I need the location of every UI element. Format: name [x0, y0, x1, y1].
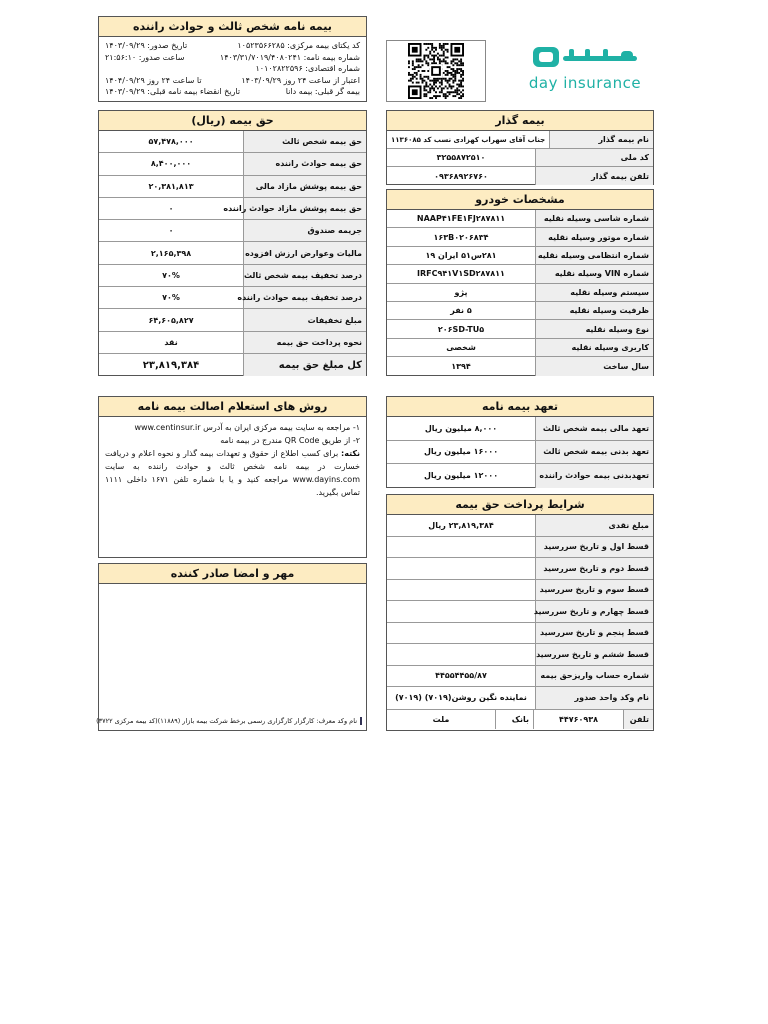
qr-code: [386, 40, 486, 102]
bank-value: ملت: [432, 714, 450, 724]
vehicle-value: شخصی: [446, 342, 476, 352]
payment-row: [387, 580, 653, 602]
company-logo: [520, 44, 650, 92]
vehicle-label: شماره انتظامی وسیله نقلیه: [535, 247, 653, 264]
premium-label: کل مبلغ حق بیمه: [243, 354, 366, 376]
premium-label: حق بیمه حوادث راننده: [243, 153, 366, 174]
payment-last-row: [387, 709, 653, 729]
payment-box: [386, 494, 654, 731]
premium-value: ۰: [168, 226, 174, 236]
policy-line: [105, 75, 360, 87]
premium-value: ۵۷,۴۷۸,۰۰۰: [148, 137, 194, 147]
payment-value: [387, 644, 535, 665]
payment-value: [387, 601, 535, 622]
vehicle-row: [387, 320, 653, 338]
policy-line-part: تا ساعت ۲۴ روز ۱۴۰۴/۰۹/۲۹: [105, 75, 202, 85]
vehicle-value: ۱۳۹۴: [451, 361, 471, 371]
premium-row: [99, 265, 366, 287]
bank-label: بانک: [495, 710, 533, 729]
vehicle-row: [387, 228, 653, 246]
payment-row: [387, 558, 653, 580]
policy-line-part: تاریخ انقضاء بیمه نامه قبلی: ۱۴۰۳/۰۹/۲۹: [105, 87, 241, 96]
premium-label: جریمه صندوق: [243, 220, 366, 241]
policy-line: [105, 52, 360, 64]
premium-value: ۸,۴۰۰,۰۰۰: [150, 159, 192, 169]
insured-value: ۰۹۳۶۸۹۲۶۷۶۰: [434, 171, 488, 181]
premium-label: مالیات وعوارض ارزش افزوده: [243, 242, 366, 263]
vehicle-label: شماره شاسی وسیله نقلیه: [535, 210, 653, 227]
premium-value: ۶۴,۶۰۵,۸۲۷: [148, 315, 194, 325]
premium-value: ۷۰%: [162, 270, 180, 280]
vehicle-box: [386, 189, 654, 376]
vehicle-label: کاربری وسیله نقلیه: [535, 339, 653, 356]
vehicle-title: مشخصات خودرو: [387, 190, 653, 210]
premium-label: حق بیمه پوشش مازاد حوادث راننده: [243, 198, 366, 219]
vehicle-label: شماره موتور وسیله نقلیه: [535, 228, 653, 245]
policy-lines: [99, 37, 366, 101]
premium-label: درصد تخفیف بیمه شخص ثالث: [243, 265, 366, 286]
vehicle-label: سال ساخت: [535, 357, 653, 375]
premium-value: ۲,۱۶۵,۳۹۸: [150, 248, 192, 258]
premium-label: نحوه پرداخت حق بیمه: [243, 332, 366, 353]
premium-box: [98, 110, 367, 376]
vehicle-row: [387, 247, 653, 265]
vehicle-row: [387, 265, 653, 283]
insured-value: ۳۲۵۵۸۷۲۵۱۰: [436, 153, 486, 162]
premium-row: [99, 176, 366, 198]
vehicle-value: IRFC۹۴۱V۱SD۲۸۷۸۱۱: [417, 269, 505, 279]
insured-label: تلفن بیمه گذار: [535, 167, 653, 185]
payment-label: قسط ششم و تاریخ سررسید: [535, 644, 653, 665]
vehicle-label: شماره VIN وسیله نقلیه: [535, 265, 653, 282]
payment-label: قسط اول و تاریخ سررسید: [535, 537, 653, 558]
commitment-row: [387, 417, 653, 441]
premium-label: حق بیمه پوشش مازاد مالی: [243, 176, 366, 197]
vehicle-row: [387, 284, 653, 302]
policy-line-part: کد یکتای بیمه مرکزی: ۱۰۵۲۳۵۶۶۲۸۵: [237, 41, 360, 50]
vehicle-value: ۱۶۳B۰۲۰۶۸۳۴: [433, 232, 489, 242]
insured-row: [387, 149, 653, 167]
policy-info-box: [98, 16, 367, 102]
premium-row: [99, 309, 366, 331]
commitment-row: [387, 441, 653, 465]
premium-value: ۰: [168, 204, 174, 214]
phone-value: ۴۴۷۶۰۹۳۸: [533, 710, 623, 729]
payment-value: نماینده نگین روشن(۷۰۱۹) (۷۰۱۹): [395, 693, 527, 703]
insured-row: [387, 167, 653, 185]
policy-line: [105, 86, 360, 98]
commitment-label: تعهد بدنی بیمه شخص ثالث: [535, 441, 653, 464]
vehicle-label: سیستم وسیله نقلیه: [535, 284, 653, 301]
policy-line: [105, 63, 360, 75]
premium-value: نقد: [164, 337, 178, 347]
payment-label: نام وکد واحد صدور: [535, 687, 653, 709]
payment-title: شرایط پرداخت حق بیمه: [387, 495, 653, 515]
logo-text: day insurance: [528, 74, 642, 92]
premium-row: [99, 287, 366, 309]
policy-title: بیمه نامه شخص ثالث و حوادث راننده: [99, 17, 366, 37]
payment-row: [387, 515, 653, 537]
vehicle-value: ۵ نفر: [450, 306, 472, 316]
vehicle-label: ظرفیت وسیله نقلیه: [535, 302, 653, 319]
policy-line-part: بیمه گر قبلی: بیمه دانا: [285, 87, 360, 96]
payment-row: [387, 601, 653, 623]
commitment-row: [387, 464, 653, 488]
policy-line-part: اعتبار از ساعت ۲۴ روز ۱۴۰۳/۰۹/۲۹: [241, 75, 360, 85]
vehicle-value: NAAP۴۱FE۱FJ۲۸۷۸۱۱: [416, 214, 506, 224]
payment-label: قسط دوم و تاریخ سررسید: [535, 558, 653, 579]
commitment-box: [386, 396, 654, 488]
insured-label: کد ملی: [535, 149, 653, 166]
commitment-value: ۸,۰۰۰ میلیون ریال: [424, 423, 498, 433]
auth-note: [105, 447, 360, 499]
vehicle-row: [387, 357, 653, 375]
premium-row: [99, 131, 366, 153]
premium-label: حق بیمه شخص ثالث: [243, 131, 366, 152]
payment-value: ۲۳,۸۱۹,۳۸۴ ریال: [428, 520, 494, 530]
premium-label: درصد تخفیف بیمه حوادث راننده: [243, 287, 366, 308]
commitment-title: تعهد بیمه نامه: [387, 397, 653, 417]
payment-row: [387, 644, 653, 666]
commitment-label: تعهدبدنی بیمه حوادث راننده: [535, 464, 653, 488]
commitment-label: تعهد مالی بیمه شخص ثالث: [535, 417, 653, 440]
payment-value: ۴۴۵۵۴۴۵۵/۸۷: [435, 671, 487, 681]
premium-row: [99, 220, 366, 242]
premium-row: [99, 198, 366, 220]
policy-line: [105, 40, 360, 52]
vehicle-value: ۲۰۶SD-TU۵: [437, 324, 485, 334]
payment-value: [387, 558, 535, 579]
insured-value: جناب آقای سهراب کهزادی نسب کد ۱۱۳۶۰۸۵: [391, 135, 546, 144]
signature-box: [98, 563, 367, 731]
payment-label: شماره حساب واریزحق بیمه: [535, 666, 653, 687]
auth-note-label: نکته:: [341, 449, 360, 458]
policy-line-part: ساعت صدور: ۲۱:۵۶:۱۰: [105, 52, 185, 62]
premium-row: [99, 153, 366, 175]
payment-label: قسط پنجم و تاریخ سررسید: [535, 623, 653, 644]
premium-row: [99, 332, 366, 354]
phone-label: تلفن: [623, 710, 653, 729]
auth-line-2: ۲- از طریق QR Code مندرج در بیمه نامه: [220, 436, 360, 445]
payment-label: قسط چهارم و تاریخ سررسید: [535, 601, 653, 622]
commitment-value: ۱۶۰۰۰ میلیون ریال: [423, 447, 499, 457]
premium-label: مبلغ تخفیفات: [243, 309, 366, 330]
payment-row: [387, 623, 653, 645]
payment-value: [387, 537, 535, 558]
signature-footer: نام وکد معرف: کارگزار کارگزاری رسمی برخط شرکت بیمه بازار (۱۱۸۸۹)(کد بیمه مرکزی ۳۷۲۲): [107, 717, 362, 725]
premium-title: حق بیمه (ریال): [99, 111, 366, 131]
insured-row: [387, 131, 653, 149]
premium-value: ۲۰,۳۸۱,۸۱۳: [148, 181, 194, 191]
vehicle-label: نوع وسیله نقلیه: [535, 320, 653, 337]
authenticity-title: روش های استعلام اصالت بیمه نامه: [99, 397, 366, 417]
vehicle-value: ۲۸۱س۵۱ ایران ۱۹: [425, 250, 497, 260]
auth-line-1: ۱- مراجعه به سایت بیمه مرکزی ایران به آدرس www.centinsur.ir: [134, 423, 360, 432]
premium-value: ۷۰%: [162, 293, 180, 303]
authenticity-box: [98, 396, 367, 558]
insured-box: [386, 110, 654, 185]
premium-value: ۲۳,۸۱۹,۳۸۴: [142, 359, 200, 371]
vehicle-row: [387, 339, 653, 357]
premium-row: [99, 354, 366, 376]
vehicle-row: [387, 302, 653, 320]
insured-title: بیمه گذار: [387, 111, 653, 131]
signature-title: مهر و امضا صادر کننده: [99, 564, 366, 584]
payment-row: [387, 666, 653, 688]
qr-code-icon: [408, 43, 464, 99]
premium-row: [99, 242, 366, 264]
commitment-value: ۱۲۰۰۰ میلیون ریال: [423, 471, 499, 481]
insured-label: نام بیمه گذار: [549, 131, 653, 148]
vehicle-row: [387, 210, 653, 228]
policy-line-part: شماره بیمه نامه: ۱۴۰۳/۳۱/۷۰۱۹/۴۰۸۰۲۴۱: [219, 52, 360, 62]
policy-line-part: شماره اقتصادی: ۱۰۱۰۲۸۲۲۵۹۶: [255, 64, 360, 73]
payment-row: [387, 537, 653, 559]
day-logo-icon: [525, 44, 645, 70]
payment-value: [387, 623, 535, 644]
auth-note-text: برای کسب اطلاع از حقوق و تعهدات بیمه گذار و نحوه اعلام و دریافت خسارت در بیمه نامه شخص ثالث و حوادث راننده به سایت www.dayins.com مراجعه کنید و یا با شماره تلفن ۱۶۷۱ داخلی ۱۱۱۱ تماس بگیرید.: [105, 449, 360, 497]
payment-row: [387, 687, 653, 709]
policy-line-part: تاریخ صدور: ۱۴۰۳/۰۹/۲۹: [105, 41, 188, 50]
authenticity-notes: [99, 417, 366, 503]
payment-label: قسط سوم و تاریخ سررسید: [535, 580, 653, 601]
payment-value: [387, 580, 535, 601]
payment-label: مبلغ نقدی: [535, 515, 653, 536]
vehicle-value: پژو: [454, 287, 468, 297]
